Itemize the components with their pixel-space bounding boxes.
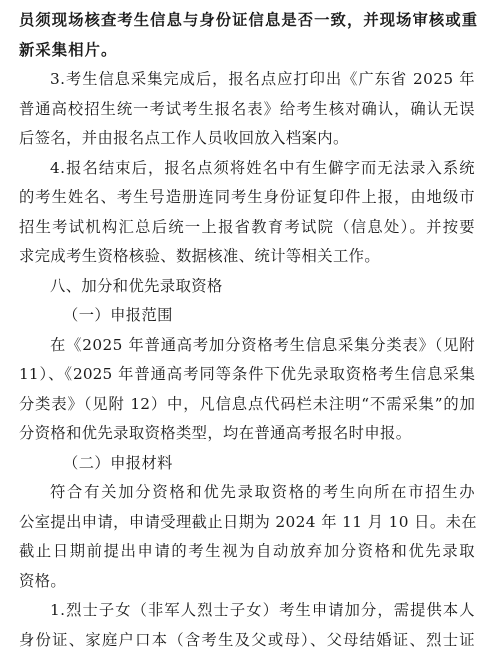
paragraph-line: 分类表》（见附 12）中，凡信息点代码栏未注明“不需采集”的加 xyxy=(19,390,475,420)
paragraph-line: 普通高校招生统一考试考生报名表》给考生核对确认，确认无误 xyxy=(19,95,475,125)
paragraph-line: 截止日期前提出申请的考生视为自动放弃加分资格和优先录取 xyxy=(19,537,475,567)
paragraph-line: 4.报名结束后，报名点须将姓名中有生僻字而无法录入系统 xyxy=(19,154,475,184)
paragraph-line: 1.烈士子女（非军人烈士子女）考生申请加分，需提供本人 xyxy=(19,596,475,626)
paragraph-line: 公室提出申请，申请受理截止日期为 2024 年 11 月 10 日。未在 xyxy=(19,508,475,538)
paragraph-line: 身份证、家庭户口本（含考生及父或母）、父母结婚证、烈士证 xyxy=(19,626,475,655)
paragraph-line: 在《2025 年普通高考加分资格考生信息采集分类表》（见附 xyxy=(19,331,475,361)
paragraph-line: 资格。 xyxy=(19,567,475,597)
paragraph-line: 新采集相片。 xyxy=(19,36,475,66)
subsection-heading: （一）申报范围 xyxy=(19,301,475,331)
subsection-heading: （二）申报材料 xyxy=(19,449,475,479)
paragraph-line: 员须现场核查考生信息与身份证信息是否一致，并现场审核或重 xyxy=(19,6,475,36)
paragraph-line: 求完成考生资格核验、数据核准、统计等相关工作。 xyxy=(19,242,475,272)
paragraph-line: 分资格和优先录取资格类型，均在普通高考报名时申报。 xyxy=(19,419,475,449)
paragraph-line: 后签名，并由报名点工作人员收回放入档案内。 xyxy=(19,124,475,154)
paragraph-line: 3.考生信息采集完成后，报名点应打印出《广东省 2025 年 xyxy=(19,65,475,95)
paragraph-line: 符合有关加分资格和优先录取资格的考生向所在市招生办 xyxy=(19,478,475,508)
section-heading: 八、加分和优先录取资格 xyxy=(19,272,475,302)
paragraph-line: 的考生姓名、考生号造册连同考生身份证复印件上报，由地级市 xyxy=(19,183,475,213)
paragraph-line: 11）、《2025 年普通高考同等条件下优先录取资格考生信息采集 xyxy=(19,360,475,390)
paragraph-line: 招生考试机构汇总后统一上报省教育考试院（信息处）。并按要 xyxy=(19,213,475,243)
